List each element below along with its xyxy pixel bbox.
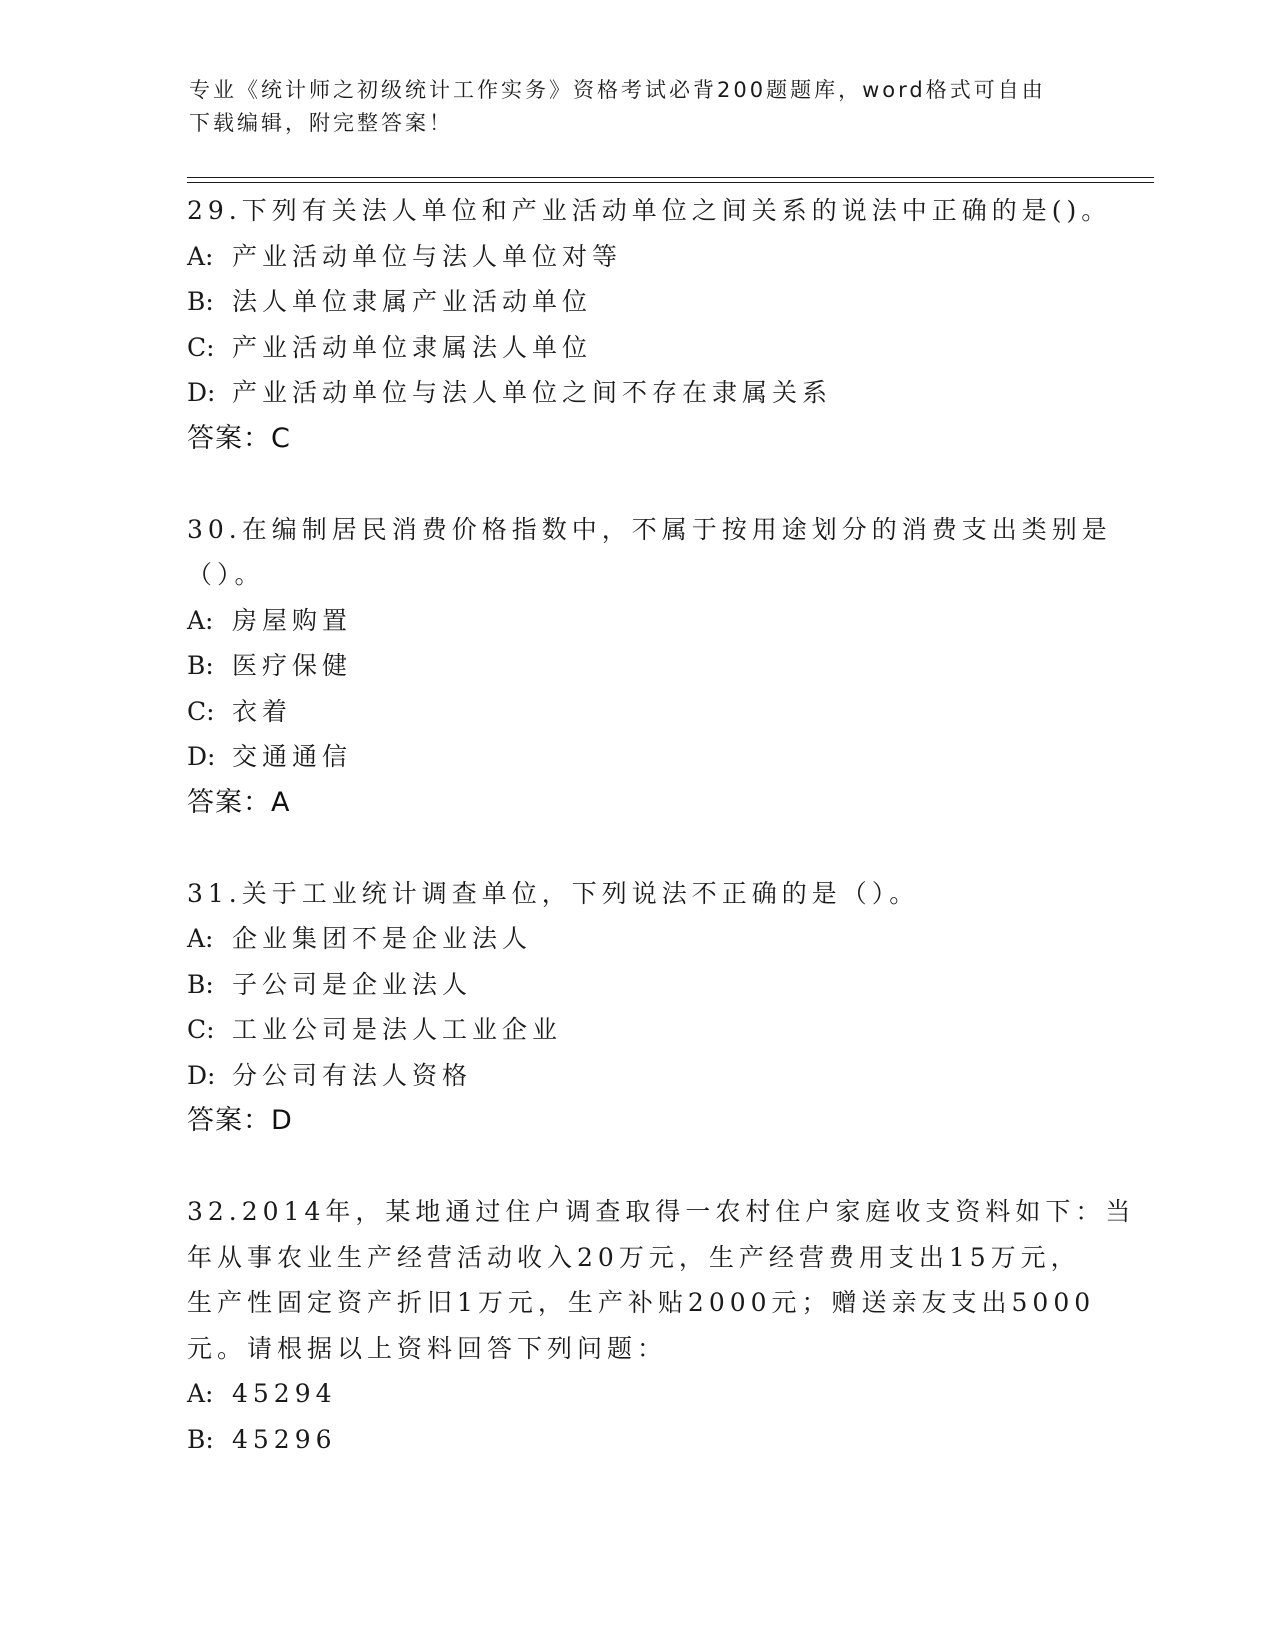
answer-line: 答案：D — [187, 1105, 293, 1136]
option-text: 分公司有法人资格 — [232, 1060, 473, 1090]
option-text: 产业活动单位与法人单位对等 — [232, 241, 623, 271]
option-letter: C: — [187, 1015, 215, 1044]
option-text: 法人单位隶属产业活动单位 — [232, 287, 593, 316]
question-text-continued: 元。请根据以上资料回答下列问题： — [187, 1333, 668, 1363]
option-letter: A: — [187, 924, 214, 953]
question-29 — [187, 188, 1112, 462]
option-text: 衣着 — [232, 696, 293, 726]
question-text-continued: 生产性固定资产折旧1万元，生产补贴2000元；赠送亲友支出5000 — [187, 1288, 1096, 1317]
option-c — [187, 1007, 1087, 1053]
option-letter: D: — [187, 742, 216, 771]
question-text: 31.关于工业统计调查单位，下列说法不正确的是（）。 — [187, 878, 920, 908]
option-letter: D: — [187, 1060, 216, 1090]
option-letter: D: — [187, 378, 216, 407]
header-line-1: 专业《统计师之初级统计工作实务》资格考试必背200题题库，word格式可自由 — [189, 78, 1046, 102]
option-a — [187, 598, 1087, 644]
option-text: 房屋购置 — [232, 605, 353, 635]
option-text: 医疗保健 — [232, 651, 353, 680]
question-list — [187, 188, 1136, 1507]
option-text: 工业公司是法人工业企业 — [232, 1015, 563, 1044]
option-text: 45294 — [232, 1379, 337, 1408]
option-a — [187, 1371, 1087, 1417]
option-text: 产业活动单位隶属法人单位 — [232, 332, 593, 362]
option-d — [187, 370, 1087, 416]
answer-line: 答案：C — [187, 422, 291, 454]
option-a — [187, 916, 1087, 962]
question-32 — [187, 1189, 1136, 1462]
document-header — [189, 74, 1089, 140]
question-text: 30.在编制居民消费价格指数中，不属于按用途划分的消费支出类别是 — [187, 514, 1112, 544]
option-letter: B: — [187, 1424, 214, 1454]
option-letter: A: — [187, 605, 214, 635]
option-b — [187, 962, 1087, 1008]
option-text: 45296 — [232, 1424, 337, 1454]
option-b — [187, 279, 1087, 325]
option-letter: A: — [187, 241, 214, 271]
answer-line: 答案：A — [187, 786, 291, 818]
question-text-continued: （）。 — [187, 560, 265, 589]
question-text-continued: 年从事农业生产经营活动收入20万元，生产经营费用支出15万元， — [187, 1242, 1081, 1272]
option-letter: A: — [187, 1379, 214, 1408]
option-text: 交通通信 — [232, 742, 353, 771]
question-text: 32.2014年，某地通过住户调查取得一农村住户家庭收支资料如下：当 — [187, 1197, 1136, 1226]
option-text: 企业集团不是企业法人 — [232, 924, 533, 953]
header-line-2: 下载编辑，附完整答案！ — [189, 111, 453, 135]
question-text: 29.下列有关法人单位和产业活动单位之间关系的说法中正确的是()。 — [187, 196, 1112, 225]
option-letter: C: — [187, 696, 215, 726]
option-letter: B: — [187, 287, 214, 316]
header-divider-bottom — [187, 182, 1154, 183]
header-divider-top — [187, 177, 1154, 178]
question-30 — [187, 507, 1112, 826]
option-letter: C: — [187, 332, 215, 362]
question-31 — [187, 871, 1087, 1145]
option-c — [187, 325, 1087, 371]
option-text: 产业活动单位与法人单位之间不存在隶属关系 — [232, 378, 833, 407]
option-letter: B: — [187, 651, 214, 680]
option-text: 子公司是企业法人 — [232, 969, 473, 999]
option-a — [187, 234, 1087, 280]
option-b — [187, 1417, 1087, 1463]
option-d — [187, 1053, 1087, 1099]
option-letter: B: — [187, 969, 214, 999]
option-b — [187, 643, 1087, 689]
option-d — [187, 734, 1087, 780]
option-c — [187, 689, 1087, 735]
